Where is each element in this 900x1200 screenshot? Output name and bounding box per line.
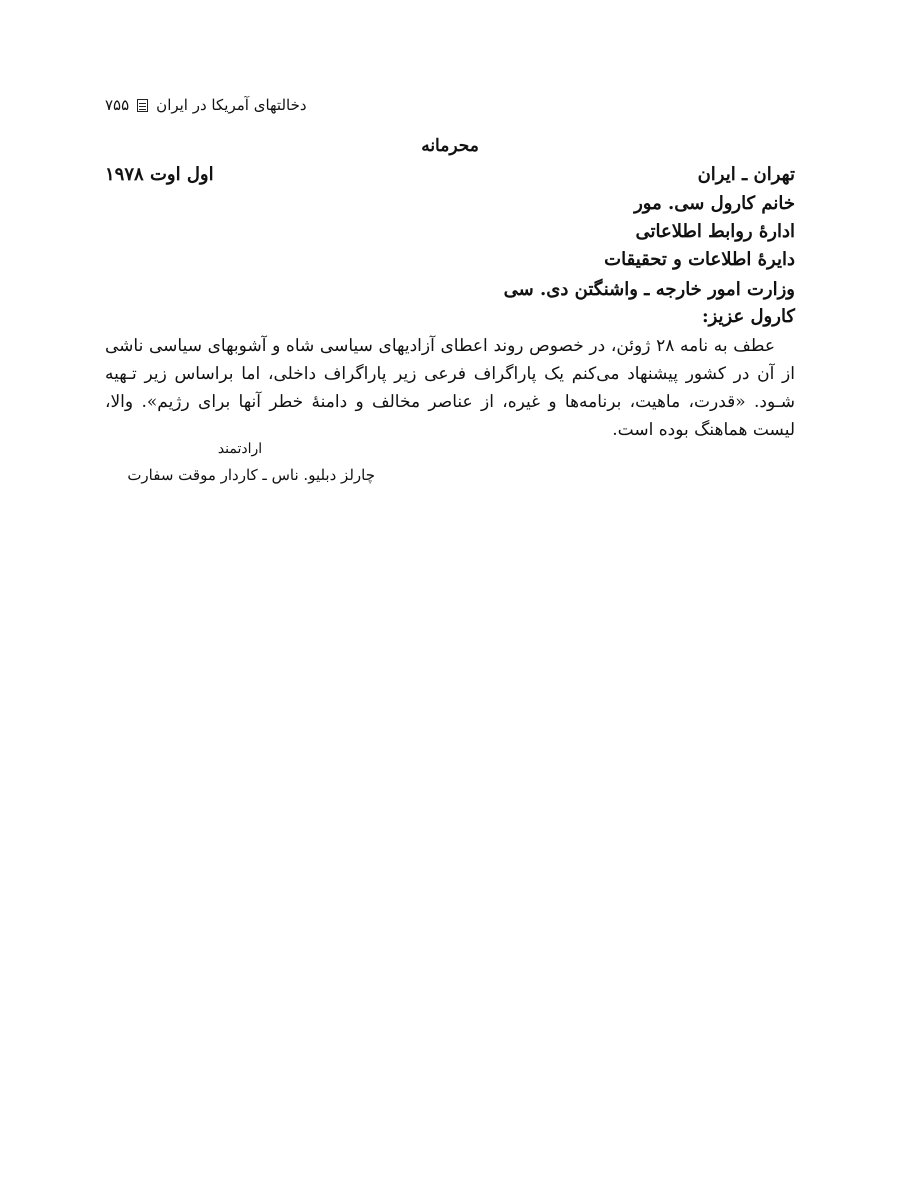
closing: ارادتمند xyxy=(217,441,263,457)
recipient-ministry: وزارت امور خارجه ـ واشنگتن دی. سی xyxy=(503,279,795,300)
origin: تهران ـ ایران xyxy=(697,164,795,185)
classification-heading: محرمانه xyxy=(421,136,479,156)
letter-date: اول اوت ۱۹۷۸ xyxy=(105,164,214,185)
origin-date-row xyxy=(105,164,795,190)
document-icon xyxy=(137,99,148,112)
recipient-office: ادارهٔ روابط اطلاعاتی xyxy=(635,221,795,242)
recipient-division: دایرهٔ اطلاعات و تحقیقات xyxy=(604,249,795,270)
signer: چارلز دبلیو. ناس ـ کاردار موقت سفارت xyxy=(127,466,375,484)
book-title: دخالتهای آمریکا در ایران xyxy=(156,96,307,114)
running-header xyxy=(105,94,365,116)
page-number: ۷۵۵ xyxy=(105,96,130,114)
salutation: کارول عزیز: xyxy=(701,306,795,327)
recipient-name: خانم کارول سی. مور xyxy=(634,193,795,214)
letter-body: عطف به نامه ۲۸ ژوئن، در خصوص روند اعطای آزادیهای سیاسی شاه و آشوبهای سیاسی ناشی از آن در کشور پیشنهاد می‌کنم یک پاراگراف فرعی زیر پاراگراف داخلی، اما براساس زیر تـهیه شـود. «قدرت، ماهیت، برنامه‌ها و غیره، از عناصر مخالف و دامنهٔ خطر آنها برای رژیم». والا، لیست هماهنگ بوده است. xyxy=(105,336,795,440)
